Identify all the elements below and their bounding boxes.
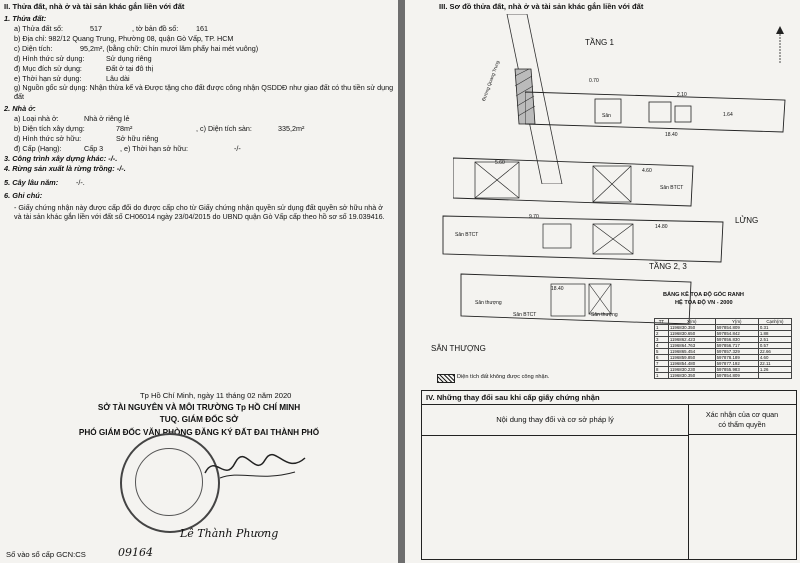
parcel-number-value: 517 — [90, 24, 102, 33]
coord-system-title: HỆ TỌA ĐỘ VN - 2000 — [675, 300, 733, 306]
coord-header-cell: Y(m) — [715, 319, 758, 325]
signature-mark — [200, 448, 310, 488]
coord-table-title: BẢNG KÊ TỌA ĐỘ GÓC RANH — [663, 292, 744, 298]
house-type-value: Nhà ở riêng lẻ — [84, 114, 130, 123]
official-seal-inner — [135, 448, 203, 516]
dim-5-60: 5.60 — [495, 160, 505, 166]
coord-cell: 2.51 — [758, 337, 791, 343]
coord-cell: 597857.329 — [715, 349, 758, 355]
right-page — [405, 0, 800, 563]
coord-cell: 597877.192 — [715, 361, 758, 367]
signer-name: Lê Thành Phương — [180, 527, 279, 540]
mezzanine-yard: Sân BTCT — [660, 185, 684, 191]
coord-row — [655, 361, 792, 367]
floor-area-value: 335,2m² — [278, 124, 305, 133]
section-land-heading: 1. Thửa đất: — [4, 14, 47, 23]
authorization-line: TUQ. GIÁM ĐỐC SỞ — [159, 415, 239, 424]
issuing-agency: SỞ TÀI NGUYÊN VÀ MÔI TRƯỜNG Tp HỒ CHÍ MINH — [97, 403, 301, 412]
dim-18-40-b: 18.40 — [551, 286, 564, 292]
coord-cell: 2 — [655, 331, 669, 337]
coord-cell: 1 — [655, 373, 669, 379]
coordinate-table — [654, 318, 792, 379]
section-iii-heading: III. Sơ đồ thửa đất, nhà ở và tài sản khác gắn liền với đất — [439, 2, 644, 11]
changes-col-confirm-line1: Xác nhận của cơ quan — [705, 410, 779, 419]
ownership-label: d) Hình thức sở hữu: — [14, 134, 82, 143]
changes-col-content: Nội dung thay đổi và cơ sở pháp lý — [422, 405, 689, 436]
dim-2-10: 2.10 — [677, 92, 687, 98]
coord-cell: 1.88 — [758, 331, 791, 337]
coord-cell: 8 — [655, 367, 669, 373]
rooftop-terrace-2: Sân BTCT — [513, 312, 537, 318]
dim-1-64: 1.64 — [723, 112, 733, 118]
coord-cell: 22.66 — [758, 349, 791, 355]
coord-cell: 1196854.480 — [668, 361, 715, 367]
usage-purpose-value: Đất ở tại đô thị — [106, 64, 154, 73]
dim-9-70: 9.70 — [529, 214, 539, 220]
coord-cell — [758, 373, 791, 379]
coord-cell: 1196865.454 — [668, 349, 715, 355]
floor23-plan — [433, 210, 733, 270]
usage-term-label: e) Thời hạn sử dụng: — [14, 74, 82, 83]
coord-cell: 1196830.350 — [668, 373, 715, 379]
mezzanine-label: LỬNG — [735, 216, 759, 225]
floor1-plan — [525, 72, 795, 142]
dim-18-40: 18.40 — [665, 132, 678, 138]
build-area-value: 78m² — [116, 124, 133, 133]
coord-cell: 597878.189 — [715, 355, 758, 361]
dim-14-80: 14.80 — [655, 224, 668, 230]
registry-number: 09164 — [118, 546, 153, 559]
dim-4-60-a: 4.60 — [642, 168, 652, 174]
legend-text: Diện tích đất không được công nhận. — [457, 374, 550, 380]
address-line: b) Địa chỉ: 982/12 Quang Trung, Phường 08, quận Gò Vấp, TP. HCM — [14, 34, 234, 43]
other-works-line: 3. Công trình xây dựng khác: -/-. — [4, 154, 118, 163]
notes-heading: 6. Ghi chú: — [4, 191, 43, 200]
coord-row — [655, 349, 792, 355]
coord-cell: 597854.809 — [715, 373, 758, 379]
coord-row — [655, 373, 792, 379]
changes-table-divider — [688, 435, 689, 559]
usage-form-label: d) Hình thức sử dụng: — [14, 54, 85, 63]
changes-table-title: IV. Những thay đổi sau khi cấp giấy chứng nhận — [422, 391, 796, 405]
notes-text: - Giấy chứng nhận này được cấp đổi do được cấp cho từ Giấy chứng nhận quyền sử dụng đất quyền sở hữu nhà ở và tài sản khác gắn liền với đất số CH06014 ngày 23/04/2015 do UBND quận Gò Vấp cấp theo hồ sơ số 19.039416. — [14, 203, 385, 222]
usage-term-value: Lâu dài — [106, 74, 130, 83]
coord-cell: 1 — [655, 325, 669, 331]
floor-area-label: , c) Diện tích sàn: — [196, 124, 252, 133]
rooftop-terrace-3: Sân thượng — [591, 312, 618, 318]
issue-date: Tp Hồ Chí Minh, ngày 11 tháng 02 năm 2020 — [140, 391, 292, 400]
parcel-number-label: a) Thửa đất số: — [14, 24, 64, 33]
map-sheet-value: 161 — [196, 24, 208, 33]
coord-cell: 4 — [655, 343, 669, 349]
section-ii-heading: II. Thửa đất, nhà ở và tài sản khác gắn liền với đất — [4, 2, 185, 11]
coord-cell: 1196859.850 — [668, 355, 715, 361]
changes-table — [421, 390, 797, 560]
coord-cell: 597854.842 — [715, 331, 758, 337]
coord-cell: 1196862.423 — [668, 337, 715, 343]
forest-line: 4. Rừng sản xuất là rừng trồng: -/-. — [4, 164, 126, 173]
coord-cell: 5 — [655, 349, 669, 355]
dim-0-70: 0.70 — [589, 78, 599, 84]
coord-cell: 1196830.650 — [668, 331, 715, 337]
usage-purpose-label: đ) Mục đích sử dụng: — [14, 64, 82, 73]
coord-cell: 0.31 — [758, 325, 791, 331]
coord-cell: 1196830.350 — [668, 325, 715, 331]
rooftop-label: SÂN THƯỢNG — [431, 344, 486, 353]
perennial-value: -/-. — [76, 178, 85, 187]
usage-form-value: Sử dụng riêng — [106, 54, 152, 63]
left-page — [0, 0, 398, 563]
changes-col-confirm — [688, 405, 796, 435]
coord-cell: 597856.830 — [715, 337, 758, 343]
floor23-label: TẦNG 2, 3 — [649, 262, 687, 271]
section-house-heading: 2. Nhà ở: — [4, 104, 36, 113]
ownership-term-value: -/- — [234, 144, 241, 153]
coord-cell: 1196864.763 — [668, 343, 715, 349]
perennial-label: 5. Cây lâu năm: — [4, 178, 59, 187]
coord-cell: 597854.809 — [715, 325, 758, 331]
street-name: Đường Quang Trung — [481, 59, 501, 102]
ownership-term-label: , e) Thời hạn sở hữu: — [120, 144, 189, 153]
coord-header-cell: TT — [655, 319, 669, 325]
page-spine — [398, 0, 405, 563]
map-sheet-label: , tờ bản đồ số: — [132, 24, 179, 33]
rooftop-terrace-1: Sân thượng — [475, 300, 502, 306]
coord-cell: 7 — [655, 361, 669, 367]
floor23-yard: Sân BTCT — [455, 232, 479, 238]
coord-header-cell: X(m) — [668, 319, 715, 325]
house-type-label: a) Loại nhà ở: — [14, 114, 59, 123]
build-area-label: b) Diện tích xây dựng: — [14, 124, 85, 133]
area-label: c) Diện tích: — [14, 44, 53, 53]
changes-col-confirm-line2: có thẩm quyền — [718, 420, 766, 429]
ownership-value: Sở hữu riêng — [116, 134, 159, 143]
coord-cell: 1.26 — [758, 367, 791, 373]
registry-label: Số vào sổ cấp GCN:CS — [6, 550, 86, 559]
coord-cell: 4.60 — [758, 355, 791, 361]
coord-cell: 3 — [655, 337, 669, 343]
hatch-legend-icon — [437, 374, 455, 383]
coord-cell: 0.57 — [758, 343, 791, 349]
coord-header-cell: Cạnh(m) — [758, 319, 791, 325]
floor1-yard: Sân — [602, 113, 611, 119]
floor1-label: TẦNG 1 — [585, 38, 614, 47]
signer-title: PHÓ GIÁM ĐỐC VĂN PHÒNG ĐĂNG KÝ ĐẤT ĐAI THÀNH PHỐ — [78, 428, 320, 437]
area-value: 95,2m², (bằng chữ: Chín mươi lăm phẩy hai mét vuông) — [80, 44, 259, 53]
mezzanine-plan — [453, 154, 723, 208]
coord-cell: 597855.983 — [715, 367, 758, 373]
grade-label: đ) Cấp (Hạng): — [14, 144, 62, 153]
coord-cell: 597856.717 — [715, 343, 758, 349]
coord-cell: 6 — [655, 355, 669, 361]
grade-value: Cấp 3 — [84, 144, 104, 153]
origin-line: g) Nguồn gốc sử dụng: Nhận thừa kế và Được tặng cho đất được công nhận QSDDĐ như giao đất có thu tiền sử dụng đất — [14, 83, 394, 102]
coord-cell: 22.11 — [758, 361, 791, 367]
north-arrow-icon — [773, 26, 787, 66]
coord-cell: 1196830.230 — [668, 367, 715, 373]
